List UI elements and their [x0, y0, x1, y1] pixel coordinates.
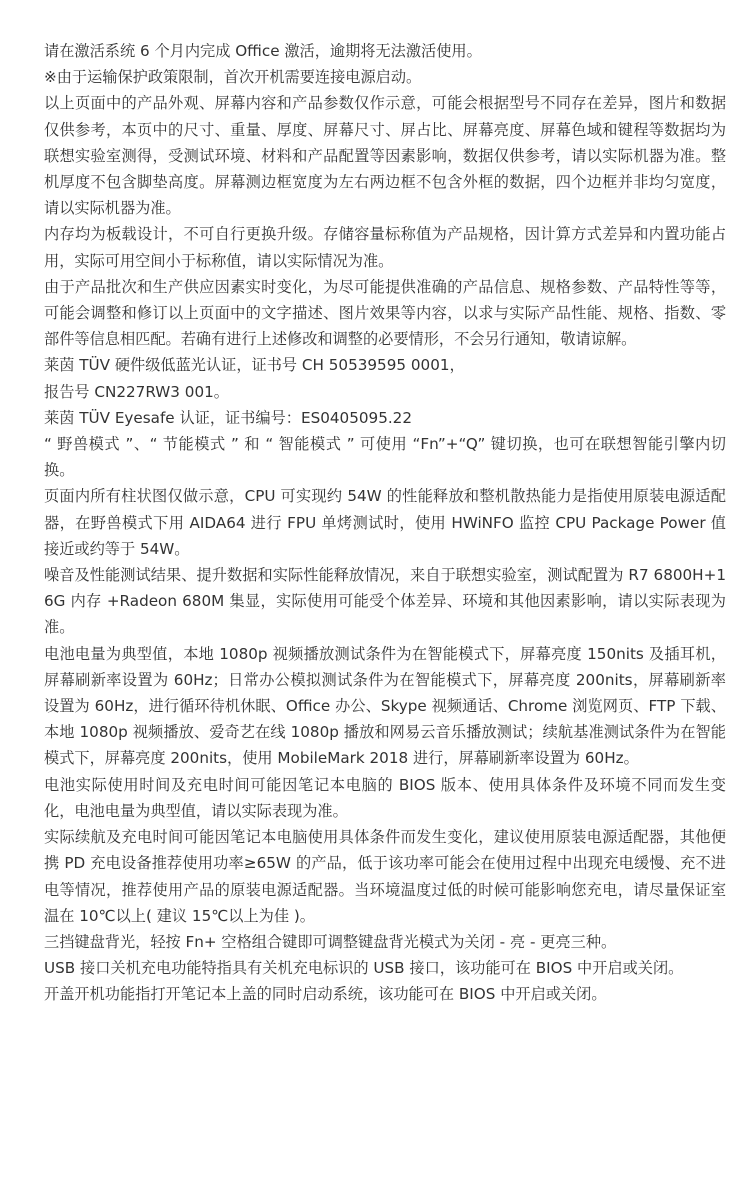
- note-product-appearance: 以上页面中的产品外观、屏幕内容和产品参数仅作示意，可能会根据型号不同存在差异，图片和数据仅供参考，本页中的尺寸、重量、厚度、屏幕尺寸、屏占比、屏幕亮度、屏幕色域和键程等数据均为联想实验室测得，受测试环境、材料和产品配置等因素影响，数据仅供参考，请以实际机器为准。整机厚度不包含脚垫高度。屏幕测边框宽度为左右两边框不包含外框的数据，四个边框并非均匀宽度，请以实际机器为准。: [44, 94, 726, 218]
- note-battery-test: 电池电量为典型值，本地 1080p 视频播放测试条件为在智能模式下，屏幕亮度 150nits 及插耳机，屏幕刷新率设置为 60Hz；日常办公模拟测试条件为在智能模式下，屏幕亮度 200nits，屏幕刷新率设置为 60Hz，进行循环待机休眠、Office 办公、Skype 视频通话、Chrome 浏览网页、FTP 下载、本地 1080p 视频播放、爱奇艺在线 1080p 播放和网易云音乐播放测试；续航基准测试条件为在智能模式下，屏幕亮度 200nits，使用 MobileMark 2018 进行，屏幕刷新率设置为 60Hz。: [44, 644, 726, 768]
- note-battery-actual: 电池实际使用时间及充电时间可能因笔记本电脑的 BIOS 版本、使用具体条件及环境不同而发生变化，电池电量为典型值，请以实际表现为准。: [44, 775, 726, 820]
- note-office-activation: 请在激活系统 6 个月内完成 Office 激活，逾期将无法激活使用。: [44, 42, 482, 60]
- note-performance-modes: “ 野兽模式 ”、“ 节能模式 ” 和 “ 智能模式 ” 可使用 “Fn”+“Q” 键切换，也可在联想智能引擎内切换。: [44, 435, 726, 480]
- note-tuv-eyesafe: 莱茵 TÜV Eyesafe 认证，证书编号：ES0405095.22: [44, 408, 413, 427]
- note-charging: 实际续航及充电时间可能因笔记本电脑使用具体条件而发生变化，建议使用原装电源适配器，其他便携 PD 充电设备推荐使用功率≥65W 的产品，低于该功率可能会在使用过程中出现充电缓慢、充不进电等情况，推荐使用产品的原装电源适配器。当环境温度过低的时候可能影响您充电，请尽量保证室温在 10℃以上( 建议 15℃以上为佳 )。: [44, 828, 726, 925]
- note-product-changes: 由于产品批次和生产供应因素实时变化，为尽可能提供准确的产品信息、规格参数、产品特性等等，可能会调整和修订以上页面中的文字描述、图片效果等内容，以求与实际产品性能、规格、指数、零部件等信息相匹配。若确有进行上述修改和调整的必要情形，不会另行通知，敬请谅解。: [44, 277, 726, 349]
- note-tuv-low-blue-light: 莱茵 TÜV 硬件级低蓝光认证，证书号 CH 50539595 0001，: [44, 356, 465, 375]
- note-keyboard-backlight: 三挡键盘背光，轻按 Fn+ 空格组合键即可调整键盘背光模式为关闭 - 亮 - 更亮三种。: [44, 932, 617, 951]
- note-usb-charging: USB 接口关机充电功能特指具有关机充电标识的 USB 接口，该功能可在 BIOS 中开启或关闭。: [44, 959, 684, 978]
- note-cpu-power: 页面内所有柱状图仅做示意，CPU 可实现约 54W 的性能释放和整机散热能力是指使用原装电源适配器，在野兽模式下用 AIDA64 进行 FPU 单烤测试时，使用 HWiNFO 监控 CPU Package Power 值接近或约等于 54W。: [44, 487, 726, 558]
- note-first-boot-power: ※由于运输保护政策限制，首次开机需要连接电源启动。: [44, 68, 422, 87]
- note-noise-performance: 噪音及性能测试结果、提升数据和实际性能释放情况，来自于联想实验室，测试配置为 R7 6800H+16G 内存 +Radeon 680M 集显，实际使用可能受个体差异、环境和其他因素影响，请以实际表现为准。: [44, 566, 726, 637]
- note-memory-storage: 内存均为板载设计，不可自行更换升级。存储容量标称值为产品规格，因计算方式差异和内置功能占用，实际可用空间小于标称值，请以实际情况为准。: [44, 225, 726, 270]
- disclaimer-notes: [44, 38, 726, 1008]
- note-tuv-report-number: 报告号 CN227RW3 001。: [44, 382, 229, 401]
- note-lid-open-boot: 开盖开机功能指打开笔记本上盖的同时启动系统，该功能可在 BIOS 中开启或关闭。: [44, 985, 607, 1004]
